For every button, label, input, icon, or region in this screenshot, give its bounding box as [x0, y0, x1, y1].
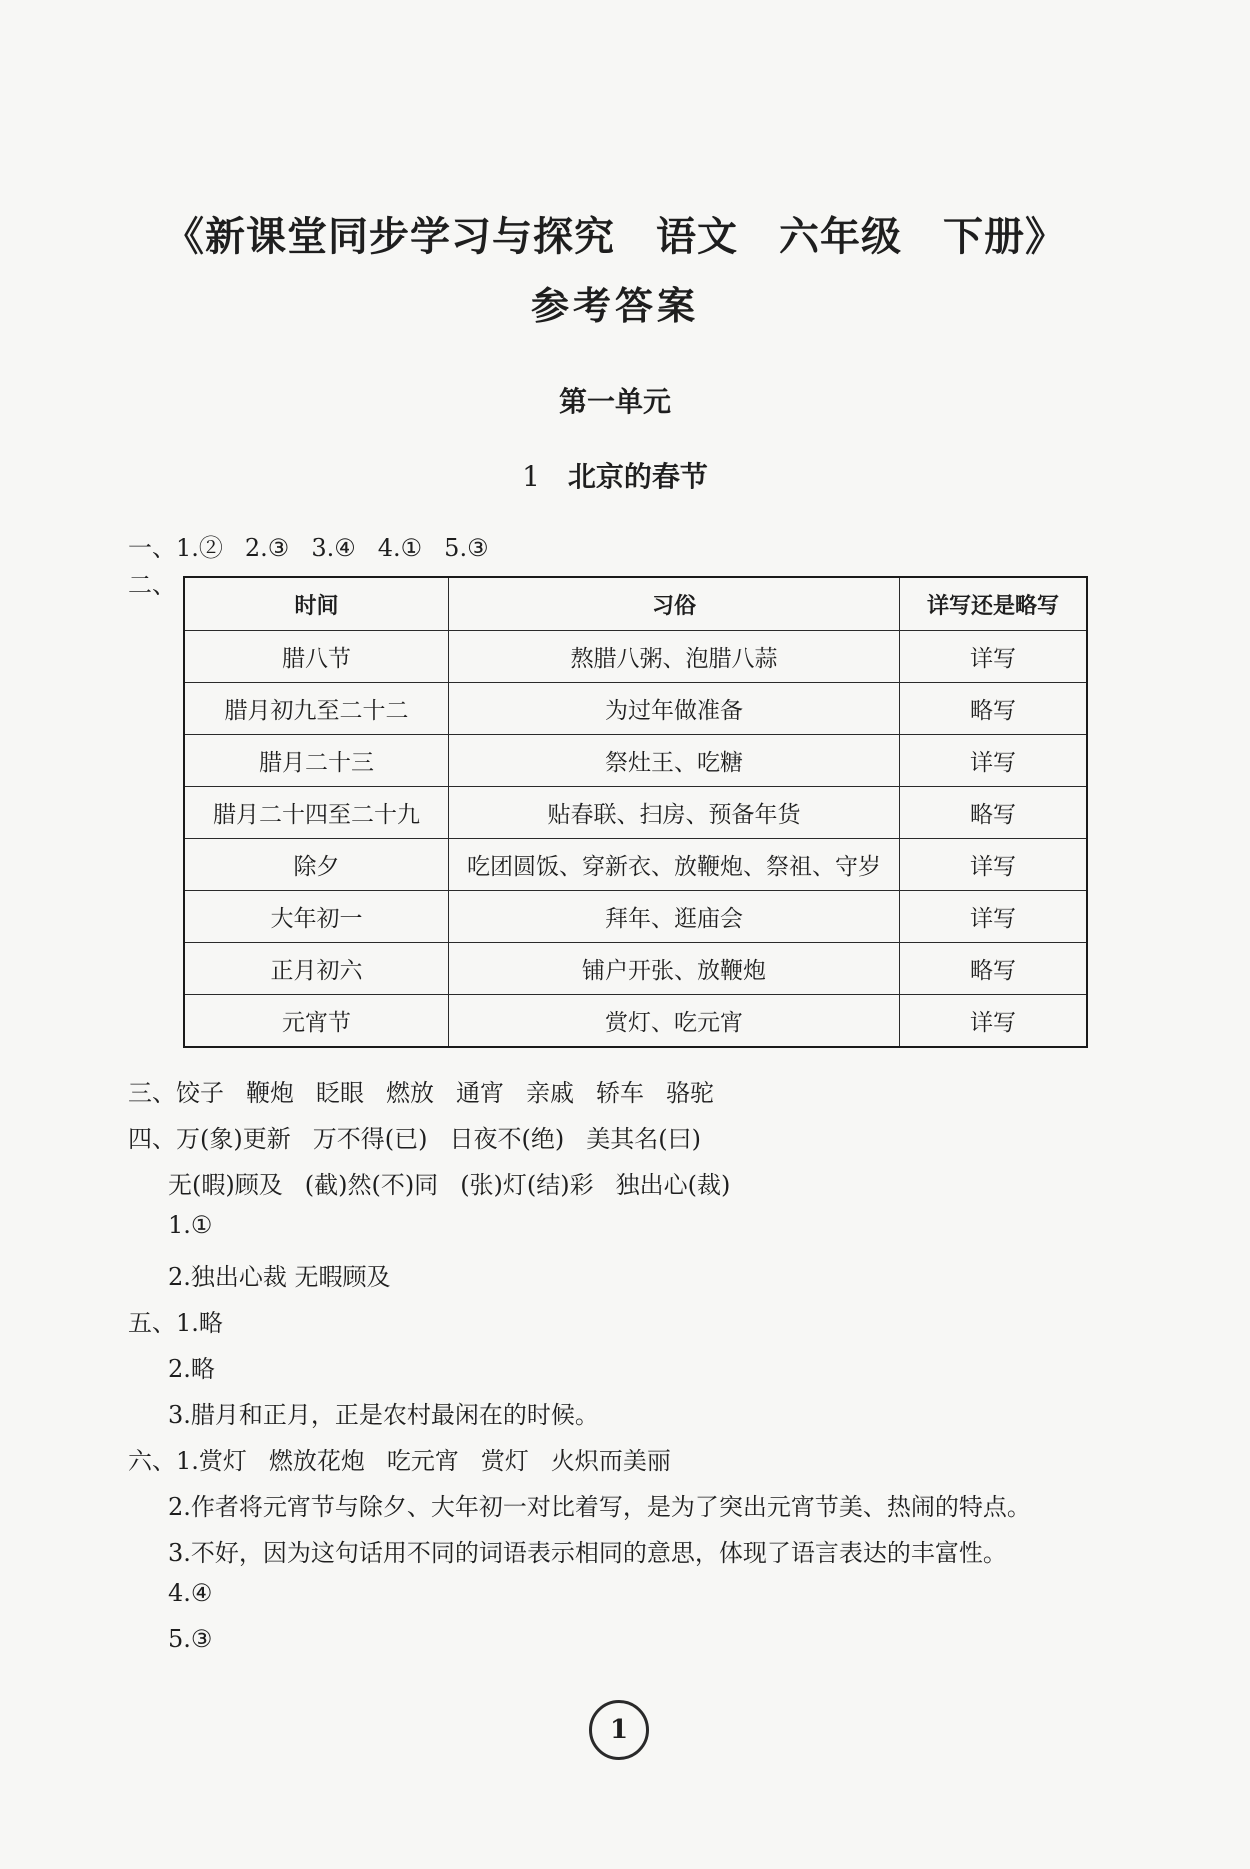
cell-time: 腊月初九至二十二 [184, 683, 449, 735]
header-detail: 详写还是略写 [900, 577, 1088, 631]
q1-answer: 2.③ [244, 534, 290, 562]
q6-word: 吃元宵 [386, 1447, 459, 1475]
q5-answer-3: 3.腊月和正月，正是农村最闲在的时候。 [168, 1401, 599, 1429]
q5-label: 五、 [128, 1309, 176, 1337]
cell-time: 大年初一 [184, 891, 449, 943]
cell-detail: 详写 [900, 891, 1088, 943]
q4-label: 四、 [128, 1125, 176, 1153]
q1-answer: 3.④ [311, 534, 356, 562]
q5-answer-2: 2.略 [168, 1355, 215, 1383]
q6-answer-5: 5.③ [168, 1625, 213, 1653]
q4-idiom: (张)灯(结)彩 [460, 1171, 594, 1199]
q4-line2 [168, 1165, 730, 1200]
customs-table [183, 576, 1088, 1048]
q6-word: 燃放花炮 [268, 1447, 365, 1475]
q5-line1 [128, 1303, 223, 1338]
cell-detail: 略写 [900, 787, 1088, 839]
header-time: 时间 [184, 577, 449, 631]
cell-time: 腊八节 [184, 631, 449, 683]
cell-custom: 赏灯、吃元宵 [449, 995, 900, 1048]
lesson-name: 北京的春节 [567, 460, 708, 493]
q4-idiom: 无(暇)顾及 [168, 1171, 283, 1199]
page-number: 1 [589, 1700, 649, 1760]
q3-word: 通宵 [456, 1079, 504, 1107]
table-row [184, 683, 1087, 735]
cell-time: 除夕 [184, 839, 449, 891]
cell-custom: 熬腊八粥、泡腊八蒜 [449, 631, 900, 683]
q3-word: 饺子 [176, 1079, 224, 1107]
q4-answer-2: 2.独出心裁 无暇顾及 [168, 1263, 391, 1291]
q1-answer: 4.① [377, 534, 423, 562]
table-row [184, 995, 1087, 1048]
q6-answer-2: 2.作者将元宵节与除夕、大年初一对比着写，是为了突出元宵节美、热闹的特点。 [168, 1493, 1031, 1521]
q6-line1 [128, 1441, 671, 1476]
cell-custom: 拜年、逛庙会 [449, 891, 900, 943]
q1-answer: 5.③ [444, 534, 489, 562]
cell-time: 元宵节 [184, 995, 449, 1048]
q3-word: 鞭炮 [246, 1079, 294, 1107]
cell-time: 正月初六 [184, 943, 449, 995]
header-custom: 习俗 [449, 577, 900, 631]
q6-word: 1.赏灯 [176, 1447, 247, 1475]
q6-answer-3: 3.不好，因为这句话用不同的词语表示相同的意思，体现了语言表达的丰富性。 [168, 1539, 1007, 1567]
cell-time: 腊月二十四至二十九 [184, 787, 449, 839]
page-subtitle: 参考答案 [530, 283, 699, 328]
q6-word: 赏灯 [480, 1447, 529, 1475]
q4-idiom: 万(象)更新 [176, 1125, 291, 1153]
cell-detail: 详写 [900, 735, 1088, 787]
q3-word: 亲戚 [526, 1079, 574, 1107]
q1-answers [128, 528, 489, 563]
q3-word: 燃放 [386, 1079, 434, 1107]
cell-custom: 为过年做准备 [449, 683, 900, 735]
lesson-heading [0, 455, 1230, 495]
cell-detail: 略写 [900, 683, 1088, 735]
q4-idiom: (截)然(不)同 [304, 1171, 439, 1199]
table-row [184, 631, 1087, 683]
q3-word: 轿车 [596, 1079, 644, 1107]
unit-heading: 第一单元 [558, 385, 671, 418]
q6-word: 火炽而美丽 [550, 1447, 671, 1475]
page-title: 《新课堂同步学习与探究 语文 六年级 下册》 [164, 213, 1066, 260]
cell-custom: 铺户开张、放鞭炮 [449, 943, 900, 995]
table-header-row [184, 577, 1087, 631]
table-row [184, 735, 1087, 787]
lesson-number: 1 [522, 460, 540, 493]
q6-label: 六、 [128, 1447, 176, 1475]
cell-custom: 祭灶王、吃糖 [449, 735, 900, 787]
cell-detail: 详写 [900, 995, 1088, 1048]
q4-line1 [128, 1119, 701, 1154]
cell-custom: 吃团圆饭、穿新衣、放鞭炮、祭祖、守岁 [449, 839, 900, 891]
q3-word: 骆驼 [666, 1079, 714, 1107]
q4-idiom: 美其名(曰) [586, 1125, 701, 1153]
q2-label: 二、 [128, 571, 176, 599]
q1-label: 一、 [128, 534, 176, 562]
q3-label: 三、 [128, 1079, 176, 1107]
cell-detail: 详写 [900, 839, 1088, 891]
q3-answers [128, 1073, 714, 1108]
q4-idiom: 万不得(已) [312, 1125, 428, 1153]
cell-detail: 详写 [900, 631, 1088, 683]
q1-answer: 1.② [176, 534, 223, 562]
q4-answer-1: 1.① [168, 1211, 213, 1239]
cell-custom: 贴春联、扫房、预备年货 [449, 787, 900, 839]
watermark-logo [295, 1592, 825, 1788]
q3-word: 眨眼 [316, 1079, 364, 1107]
cell-time: 腊月二十三 [184, 735, 449, 787]
q5-answer-1: 1.略 [176, 1309, 223, 1337]
q4-idiom: 日夜不(绝) [449, 1125, 565, 1153]
q6-answer-4: 4.④ [168, 1579, 213, 1607]
cell-detail: 略写 [900, 943, 1088, 995]
q4-idiom: 独出心(裁) [615, 1171, 731, 1199]
